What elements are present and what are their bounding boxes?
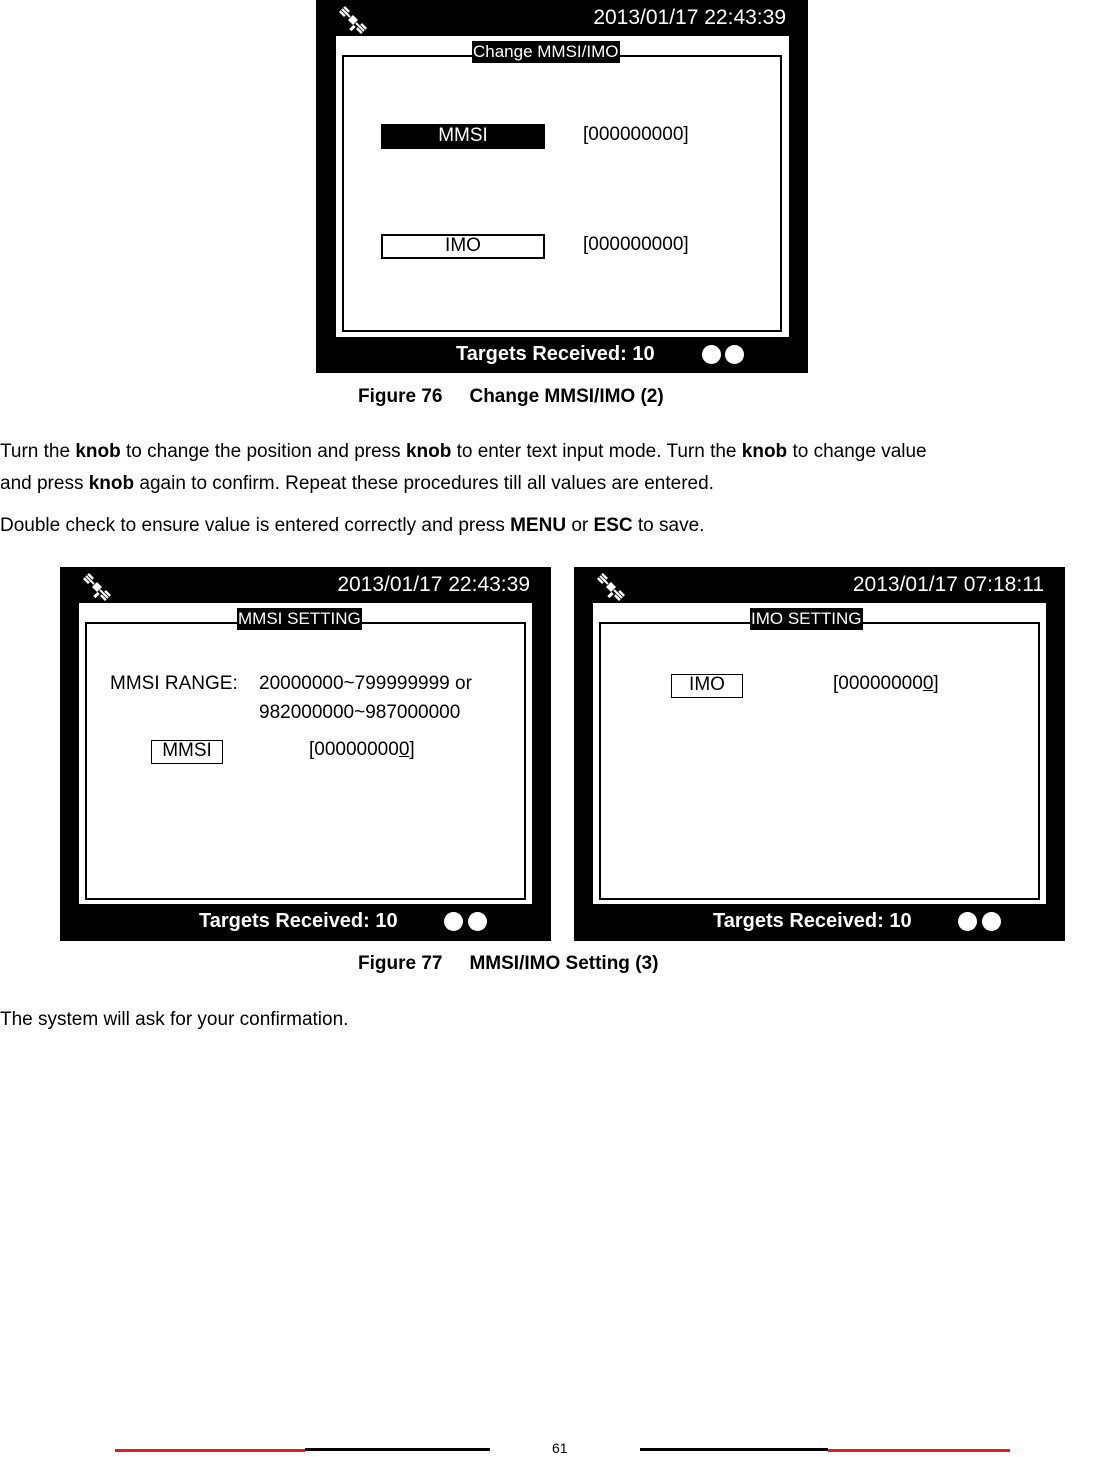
- targets-received: Targets Received: 10: [713, 910, 912, 932]
- status-dot-icon: [725, 345, 744, 364]
- imo-field-value[interactable]: [000000000]: [833, 673, 939, 694]
- setting-frame: [599, 622, 1040, 900]
- imo-field-label[interactable]: IMO: [671, 674, 743, 698]
- datetime: 2013/01/17 22:43:39: [337, 573, 530, 596]
- instruction-line-3: Double check to ensure value is entered correctly and press MENU or ESC to save.: [0, 515, 705, 536]
- status-dot-icon: [444, 912, 463, 931]
- satellite-icon: [594, 570, 628, 604]
- content-panel: [79, 603, 532, 904]
- caption-title: Change MMSI/IMO (2): [469, 386, 664, 407]
- caption-title: MMSI/IMO Setting (3): [469, 953, 659, 974]
- mmsi-range-label: MMSI RANGE:: [110, 673, 238, 694]
- footer-rule-right-red: [828, 1449, 1010, 1452]
- mmsi-field-value[interactable]: [000000000]: [309, 739, 415, 760]
- footer-rule-right-black: [640, 1448, 828, 1451]
- content-panel: [593, 603, 1046, 904]
- instruction-line-2: and press knob again to confirm. Repeat these procedures till all values are entered.: [0, 473, 714, 494]
- status-dot-icon: [468, 912, 487, 931]
- text-cursor: 0: [922, 673, 934, 694]
- status-dot-icon: [958, 912, 977, 931]
- targets-received: Targets Received: 10: [456, 343, 655, 365]
- mmsi-setting-screen: [60, 567, 551, 941]
- figure76-screen: [316, 0, 808, 373]
- datetime: 2013/01/17 22:43:39: [593, 6, 786, 29]
- panel-title: MMSI SETTING: [238, 609, 361, 628]
- instruction-line-1: Turn the knob to change the position and press knob to enter text input mode. Turn the knob to change value: [0, 441, 927, 462]
- mmsi-field-value[interactable]: [000000000]: [583, 124, 689, 145]
- targets-received: Targets Received: 10: [199, 910, 398, 932]
- imo-field-label[interactable]: IMO: [381, 234, 545, 259]
- panel-title: Change MMSI/IMO: [473, 42, 619, 61]
- footer-rule-left-black: [305, 1448, 490, 1451]
- content-panel: [336, 36, 789, 337]
- figure77-caption: [358, 952, 658, 976]
- mmsi-field-label[interactable]: MMSI: [151, 740, 223, 764]
- datetime: 2013/01/17 07:18:11: [852, 573, 1044, 596]
- mmsi-range-line1: 20000000~799999999 or: [259, 673, 472, 694]
- satellite-icon: [336, 3, 370, 37]
- figure76-caption: [358, 385, 664, 409]
- imo-field-value[interactable]: [000000000]: [583, 234, 689, 255]
- footer-rule-left-red: [115, 1449, 305, 1452]
- status-dot-icon: [702, 345, 721, 364]
- status-dot-icon: [982, 912, 1001, 931]
- imo-setting-screen: [574, 567, 1065, 941]
- mmsi-range-line2: 982000000~987000000: [259, 702, 461, 723]
- satellite-icon: [80, 570, 114, 604]
- text-cursor: 0: [398, 739, 410, 760]
- confirmation-text: The system will ask for your confirmation.: [0, 1009, 349, 1030]
- caption-number: Figure 77: [358, 953, 443, 974]
- panel-title: IMO SETTING: [751, 609, 862, 628]
- mmsi-field-label[interactable]: MMSI: [381, 124, 545, 149]
- setting-frame: [342, 55, 782, 332]
- page-number: 61: [552, 1440, 568, 1456]
- caption-number: Figure 76: [358, 386, 443, 407]
